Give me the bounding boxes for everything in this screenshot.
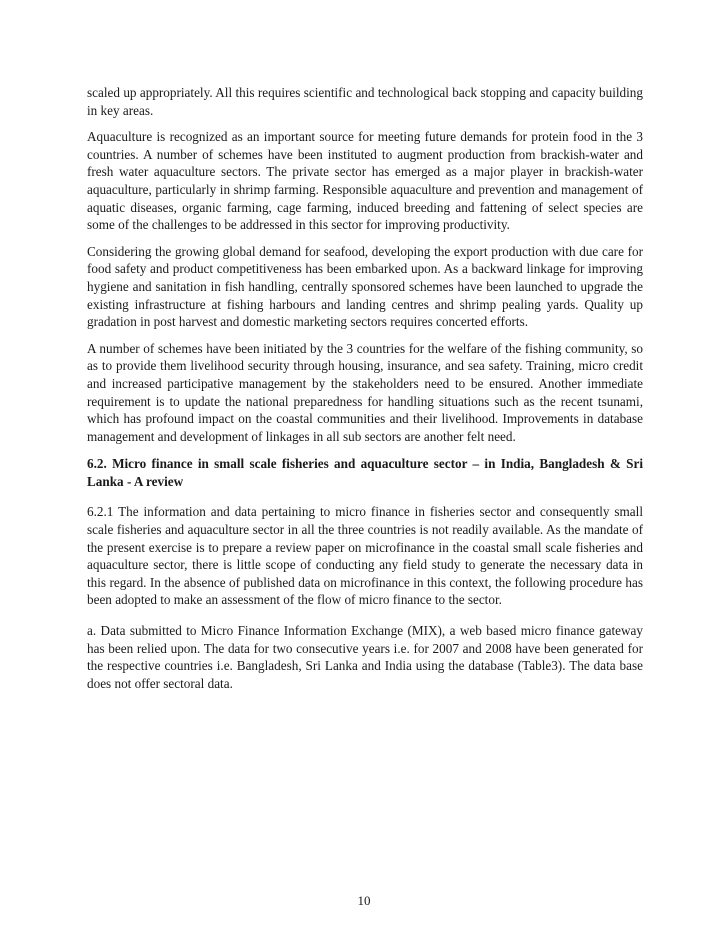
page-number: 10 <box>357 893 371 908</box>
paragraph-fishing-community-welfare: A number of schemes have been initiated by the 3 countries for the welfare of the fishing community, so as to provide them livelihood security through housing, insurance, and sea safety. Training, micro credit and increased participative management by the stakeholders need to be ensured. Another immediate requirement is to update the national preparedness for handling situations such as the recent tsunami, which has profound impact on the coastal communities and their livelihood. Improvements in database management and development of linkages in all sub sectors are another felt need. <box>87 340 643 444</box>
paragraph-mix-data: a. Data submitted to Micro Finance Information Exchange (MIX), a web based micro finance gateway has been relied upon. The data for two consecutive years i.e. for 2007 and 2008 have been generated for the respective countries i.e. Bangladesh, Sri Lanka and India using the database (Table3). The data base does not offer sectoral data. <box>87 623 643 691</box>
paragraph-seafood-export: Considering the growing global demand for seafood, developing the export production with due care for food safety and product competitiveness has been embarked upon. As a backward linkage for improving hygiene and sanitation in fish handling, centrally sponsored schemes have been launched to upgrade the existing infrastructure at fishing harbours and landing centres and shrimp pealing yards. Quality up gradation in post harvest and domestic marketing sectors requires concerted efforts. <box>87 243 643 330</box>
paragraph-aquaculture: Aquaculture is recognized as an important source for meeting future demands for protein food in the 3 countries. A number of schemes have been instituted to augment production from brackish-water and fresh water aquaculture sectors. The private sector has emerged as a major player in brackish-water aquaculture, particularly in shrimp farming. Responsible aquaculture and prevention and management of aquatic diseases, organic farming, cage farming, induced breeding and fattening of select species are some of the challenges to be addressed in this sector for improving productivity. <box>87 129 643 233</box>
paragraph-information-availability: 6.2.1 The information and data pertaining to micro finance in fisheries sector and consequently small scale fisheries and aquaculture sector in all the three countries is not readily available. As the mandate of the present exercise is to prepare a review paper on microfinance in the coastal small scale fisheries and aquaculture sector, there is little scope of conducting any field study to generate the necessary data in this regard. In the absence of published data on microfinance in this context, the following procedure has been adopted to make an assessment of the flow of micro finance to the sector. <box>87 504 643 608</box>
paragraph-capacity-building: scaled up appropriately. All this requires scientific and technological back stopping and capacity building in key areas. <box>87 85 643 118</box>
document-body <box>87 84 643 701</box>
section-heading: 6.2. Micro finance in small scale fisheries and aquaculture sector – in India, Bangladesh & Sri Lanka - A review <box>87 456 643 489</box>
